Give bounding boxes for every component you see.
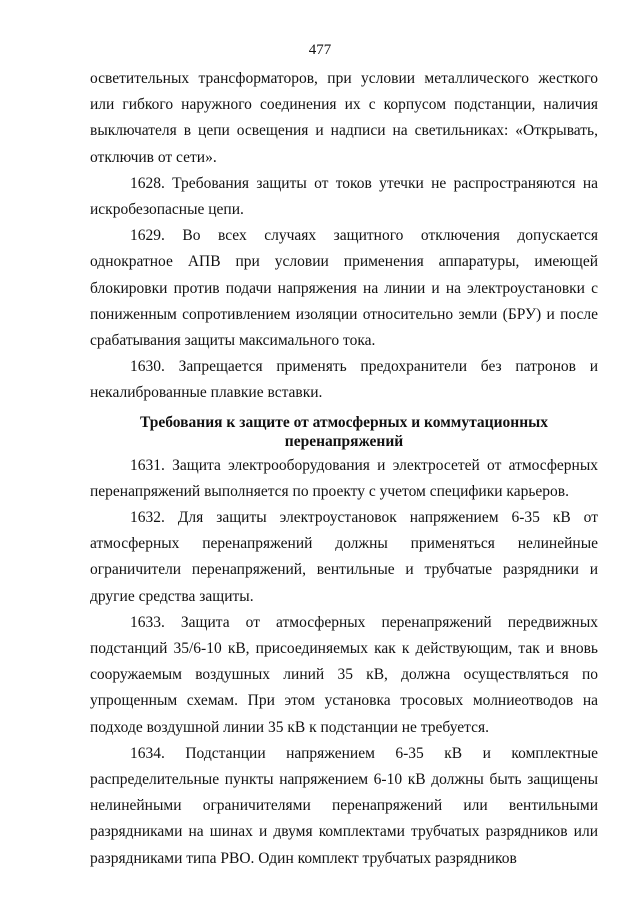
- paragraph-continuation: осветительных трансформаторов, при условии металлического жесткого или гибкого наружного соединения их с корпусом подстанции, наличия выключателя в цепи освещения и надписи на светильниках: «Открывать, отключив от сети».: [90, 70, 598, 166]
- paragraph-1634: 1634. Подстанции напряжением 6-35 кВ и комплектные распределительные пункты напряжением 6-10 кВ должны быть защищены нелинейными ограничителями перенапряжений или вентильными разрядниками на шинах и двумя комплектами трубчатых разрядников или разрядниками типа РВО. Один комплект трубчатых разрядников: [90, 744, 598, 867]
- paragraph-1631: 1631. Защита электрооборудования и электросетей от атмосферных перенапряжений выполняется по проекту с учетом специфики карьеров.: [90, 456, 598, 500]
- paragraph-1629: 1629. Во всех случаях защитного отключения допускается однократное АПВ при условии применения аппаратуры, имеющей блокировки против подачи напряжения на линии и на электроустановки с пониженным сопротивлением изоляции относительно земли (БРУ) и после срабатывания защиты максимального тока.: [90, 227, 598, 350]
- paragraph-1633: 1633. Защита от атмосферных перенапряжений передвижных подстанций 35/6-10 кВ, присоединяемых как к действующим, так и вновь сооружаемым воздушных линий 35 кВ, должна осуществляться по упрощенным схемам. При этом установка тросовых молниеотводов на подходе воздушной линии 35 кВ к подстанции не требуется.: [90, 613, 598, 736]
- document-body: [90, 66, 598, 872]
- page-number: 477: [308, 42, 332, 58]
- section-heading: Требования к защите от атмосферных и коммутационных перенапряжений: [140, 413, 548, 450]
- paragraph-1630: 1630. Запрещается применять предохранители без патронов и некалиброванные плавкие вставки.: [90, 358, 598, 402]
- paragraph-1628: 1628. Требования защиты от токов утечки не распространяются на искробезопасные цепи.: [90, 174, 598, 219]
- paragraph-1632: 1632. Для защиты электроустановок напряжением 6-35 кВ от атмосферных перенапряжений должны применяться нелинейные ограничители перенапряжений, вентильные и трубчатые разрядники и другие средства защиты.: [90, 509, 598, 605]
